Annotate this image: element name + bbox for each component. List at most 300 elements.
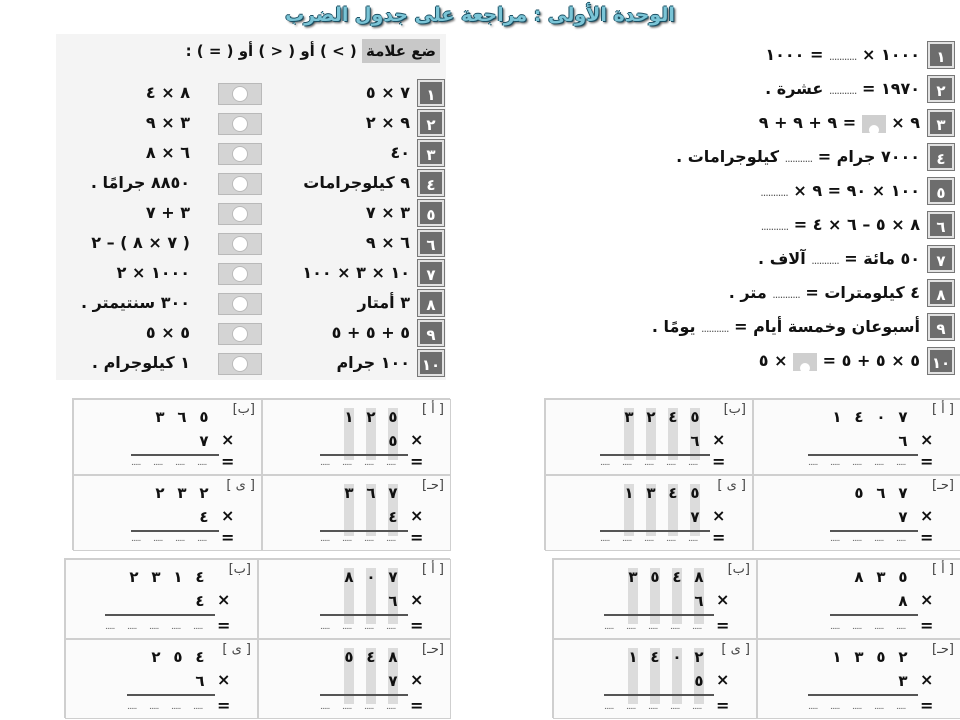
fill-in-prefix: ٥٠ مائة = bbox=[838, 249, 920, 268]
times-sign: × bbox=[716, 590, 730, 609]
problem-label: [حـ] bbox=[422, 642, 444, 657]
answer-blank[interactable]: ..... bbox=[852, 534, 862, 544]
equals-sign: = bbox=[712, 452, 726, 471]
fill-in-sentence bbox=[765, 40, 920, 72]
times-sign: × bbox=[217, 670, 231, 689]
multiplier-digit: ٤ bbox=[388, 508, 398, 526]
product-line bbox=[604, 614, 714, 616]
answer-blank[interactable]: ..... bbox=[342, 622, 352, 632]
question-number-badge: ٧ bbox=[418, 260, 444, 286]
fill-in-suffix: كيلوجرامات . bbox=[676, 147, 785, 166]
problem-label: [ب] bbox=[232, 402, 255, 417]
equals-sign: = bbox=[920, 616, 934, 635]
answer-blank[interactable]: ..... bbox=[600, 458, 610, 468]
question-number-badge: ٨ bbox=[418, 290, 444, 316]
answer-blank[interactable]: ..... bbox=[896, 622, 906, 632]
answer-blank[interactable]: ..... bbox=[670, 702, 680, 712]
compare-right-expression: ٥ × ٥ bbox=[145, 323, 190, 342]
answer-blank[interactable]: ..... bbox=[648, 622, 658, 632]
answer-blank[interactable]: ..... bbox=[626, 622, 636, 632]
answer-blank[interactable]: ..... bbox=[688, 534, 698, 544]
product-line bbox=[320, 530, 408, 532]
fill-in-blank[interactable]: ........... bbox=[772, 288, 800, 301]
multiplicand-digit: ٥ bbox=[199, 408, 209, 426]
answer-blank[interactable]: ..... bbox=[830, 534, 840, 544]
multiplicand-digit: ٠ bbox=[876, 408, 886, 426]
multiplicand-digit: ١ bbox=[344, 408, 354, 426]
answer-blank[interactable]: ..... bbox=[648, 702, 658, 712]
compare-answer-box[interactable] bbox=[218, 293, 262, 315]
fill-in-answer-box[interactable] bbox=[793, 353, 817, 371]
multiplicand-digit: ٣ bbox=[876, 568, 886, 586]
multiplicand-digit: ٢ bbox=[366, 408, 376, 426]
multiplication-grid bbox=[552, 558, 960, 718]
multiplication-grid bbox=[64, 558, 450, 718]
fill-in-prefix: ١٠٠٠ × bbox=[856, 45, 920, 64]
answer-blank[interactable]: ..... bbox=[153, 458, 163, 468]
fill-in-prefix: أسبوعان وخمسة أيام = bbox=[728, 317, 920, 336]
times-sign: × bbox=[712, 506, 726, 525]
multiplicand-digit: ٧ bbox=[898, 484, 908, 502]
fill-in-prefix: ٨ × ٥ – ٦ × ٤ = bbox=[788, 215, 920, 234]
fill-in-suffix: × ٥ bbox=[758, 351, 794, 370]
answer-circle-icon bbox=[232, 296, 248, 312]
multiplier-digit: ٣ bbox=[898, 672, 908, 690]
answer-blank[interactable]: ..... bbox=[874, 702, 884, 712]
answer-blank[interactable]: ..... bbox=[320, 534, 330, 544]
product-line bbox=[131, 454, 219, 456]
answer-blank[interactable]: ..... bbox=[193, 622, 203, 632]
problem-label: [ أ ] bbox=[421, 562, 444, 577]
equals-sign: = bbox=[716, 616, 730, 635]
product-line bbox=[830, 614, 918, 616]
equals-sign: = bbox=[410, 528, 424, 547]
answer-blank[interactable]: ..... bbox=[386, 622, 396, 632]
answer-circle-icon bbox=[232, 266, 248, 282]
compare-left-expression: ٧ × ٥ bbox=[365, 83, 410, 102]
answer-blank[interactable]: ..... bbox=[852, 458, 862, 468]
answer-circle-icon bbox=[232, 86, 248, 102]
multiplicand-digit: ٢ bbox=[155, 484, 165, 502]
answer-blank[interactable]: ..... bbox=[320, 702, 330, 712]
answer-blank[interactable]: ..... bbox=[364, 534, 374, 544]
answer-circle-icon bbox=[232, 146, 248, 162]
equals-sign: = bbox=[410, 696, 424, 715]
fill-in-blank[interactable]: ........... bbox=[760, 220, 789, 233]
answer-blank[interactable]: ..... bbox=[127, 702, 137, 712]
multiplicand-digit: ٦ bbox=[177, 408, 187, 426]
compare-instruction bbox=[184, 36, 444, 66]
fill-in-blank[interactable]: ........... bbox=[828, 84, 857, 97]
product-line bbox=[830, 530, 918, 532]
multiplicand-digit: ٥ bbox=[173, 648, 183, 666]
multiplicand-digit: ٠ bbox=[366, 568, 376, 586]
answer-blank[interactable]: ..... bbox=[896, 458, 906, 468]
answer-blank[interactable]: ..... bbox=[320, 458, 330, 468]
multiplicand-digit: ٥ bbox=[876, 648, 886, 666]
question-number-badge: ١ bbox=[418, 80, 444, 106]
fill-in-row bbox=[622, 142, 958, 172]
answer-blank[interactable]: ..... bbox=[149, 702, 159, 712]
equals-sign: = bbox=[221, 452, 235, 471]
multiplication-problem bbox=[753, 475, 960, 551]
fill-in-sentence bbox=[759, 346, 920, 376]
multiplier-digit: ٦ bbox=[195, 672, 205, 690]
answer-blank[interactable]: ..... bbox=[852, 702, 862, 712]
multiplication-problem bbox=[262, 475, 451, 551]
answer-blank[interactable]: ..... bbox=[171, 702, 181, 712]
multiplicand-digit: ٦ bbox=[366, 484, 376, 502]
multiplier-digit: ٥ bbox=[694, 672, 704, 690]
problem-label: [ب] bbox=[723, 402, 746, 417]
answer-blank[interactable]: ..... bbox=[386, 702, 396, 712]
answer-blank[interactable]: ..... bbox=[626, 702, 636, 712]
answer-blank[interactable]: ..... bbox=[197, 534, 207, 544]
multiplication-problem bbox=[73, 475, 262, 551]
multiplicand-digit: ٢ bbox=[694, 648, 704, 666]
multiplicand-digit: ٧ bbox=[898, 408, 908, 426]
question-number-badge: ٦ bbox=[418, 230, 444, 256]
question-number-badge: ٩ bbox=[928, 314, 954, 340]
multiplicand-digit: ١ bbox=[624, 484, 634, 502]
fill-in-suffix: = ١٠٠٠ bbox=[765, 45, 829, 64]
compare-instruction-prefix: ضع علامة bbox=[362, 39, 440, 63]
fill-panel bbox=[622, 40, 958, 384]
answer-circle-icon bbox=[869, 125, 879, 135]
compare-row bbox=[56, 108, 446, 138]
compare-answer-box[interactable] bbox=[218, 233, 262, 255]
product-line bbox=[320, 614, 408, 616]
answer-blank[interactable]: ..... bbox=[600, 534, 610, 544]
equals-sign: = bbox=[716, 696, 730, 715]
compare-row bbox=[56, 168, 446, 198]
problem-label: [ب] bbox=[228, 562, 251, 577]
answer-blank[interactable]: ..... bbox=[874, 534, 884, 544]
times-sign: × bbox=[410, 670, 424, 689]
answer-blank[interactable]: ..... bbox=[175, 458, 185, 468]
compare-left-expression: ٣ أمتار bbox=[357, 293, 410, 312]
answer-blank[interactable]: ..... bbox=[171, 622, 181, 632]
answer-blank[interactable]: ..... bbox=[852, 622, 862, 632]
multiplier-digit: ٦ bbox=[690, 432, 700, 450]
compare-right-expression: ١٠٠٠ × ٢ bbox=[116, 263, 190, 282]
problem-label: [ ى ] bbox=[226, 478, 255, 493]
answer-blank[interactable]: ..... bbox=[364, 702, 374, 712]
fill-in-row bbox=[622, 312, 958, 342]
fill-in-blank[interactable]: ........... bbox=[701, 322, 729, 335]
multiplicand-digit: ٤ bbox=[195, 568, 205, 586]
answer-circle-icon bbox=[232, 176, 248, 192]
multiplicand-digit: ٣ bbox=[344, 484, 354, 502]
answer-blank[interactable]: ..... bbox=[830, 458, 840, 468]
equals-sign: = bbox=[410, 616, 424, 635]
multiplier-digit: ٦ bbox=[388, 592, 398, 610]
answer-blank[interactable]: ..... bbox=[342, 702, 352, 712]
compare-left-expression: ٤٠ bbox=[390, 143, 410, 162]
answer-blank[interactable]: ..... bbox=[896, 534, 906, 544]
fill-in-sentence bbox=[652, 312, 920, 344]
fill-in-row bbox=[622, 40, 958, 70]
fill-in-row bbox=[622, 210, 958, 240]
problem-label: [ ى ] bbox=[222, 642, 251, 657]
fill-in-row bbox=[622, 244, 958, 274]
answer-circle-icon bbox=[232, 236, 248, 252]
answer-blank[interactable]: ..... bbox=[622, 534, 632, 544]
answer-blank[interactable]: ..... bbox=[808, 702, 818, 712]
multiplication-problem bbox=[73, 399, 262, 475]
multiplication-problem bbox=[553, 559, 757, 639]
compare-answer-box[interactable] bbox=[218, 323, 262, 345]
fill-in-row bbox=[622, 108, 958, 138]
answer-circle-icon bbox=[232, 206, 248, 222]
problem-label: [حـ] bbox=[932, 478, 954, 493]
product-line bbox=[320, 454, 408, 456]
multiplicand-digit: ٥ bbox=[854, 484, 864, 502]
times-sign: × bbox=[217, 590, 231, 609]
multiplicand-digit: ٣ bbox=[646, 484, 656, 502]
compare-instruction-symbols: ( > ) أو ( < ) أو ( = ) : bbox=[185, 42, 357, 60]
multiplicand-digit: ٣ bbox=[151, 568, 161, 586]
multiplication-problem bbox=[545, 475, 753, 551]
multiplicand-digit: ٤ bbox=[668, 408, 678, 426]
compare-left-expression: ٣ × ٧ bbox=[365, 203, 410, 222]
compare-row bbox=[56, 258, 446, 288]
multiplicand-digit: ٨ bbox=[344, 568, 354, 586]
fill-in-answer-box[interactable] bbox=[862, 115, 886, 133]
equals-sign: = bbox=[920, 528, 934, 547]
answer-blank[interactable]: ..... bbox=[670, 622, 680, 632]
compare-right-expression: ٣ × ٩ bbox=[145, 113, 190, 132]
fill-in-prefix: ٩ × bbox=[885, 113, 920, 132]
multiplicand-digit: ٤ bbox=[650, 648, 660, 666]
answer-blank[interactable]: ..... bbox=[830, 622, 840, 632]
multiplicand-digit: ٥ bbox=[690, 484, 700, 502]
multiplicand-digit: ٤ bbox=[668, 484, 678, 502]
page-title: الوحدة الأولى : مراجعة على جدول الضرب bbox=[285, 4, 675, 26]
answer-blank[interactable]: ..... bbox=[666, 534, 676, 544]
answer-blank[interactable]: ..... bbox=[364, 458, 374, 468]
question-number-badge: ١٠ bbox=[418, 350, 444, 376]
answer-blank[interactable]: ..... bbox=[175, 534, 185, 544]
multiplicand-digit: ٦ bbox=[876, 484, 886, 502]
answer-blank[interactable]: ..... bbox=[127, 622, 137, 632]
answer-blank[interactable]: ..... bbox=[149, 622, 159, 632]
answer-blank[interactable]: ..... bbox=[808, 458, 818, 468]
answer-blank[interactable]: ..... bbox=[105, 622, 115, 632]
compare-answer-box[interactable] bbox=[218, 263, 262, 285]
compare-answer-box[interactable] bbox=[218, 353, 262, 375]
compare-row bbox=[56, 318, 446, 348]
answer-blank[interactable]: ..... bbox=[320, 622, 330, 632]
answer-blank[interactable]: ..... bbox=[342, 534, 352, 544]
compare-answer-box[interactable] bbox=[218, 143, 262, 165]
problem-label: [ ى ] bbox=[721, 642, 750, 657]
answer-blank[interactable]: ..... bbox=[644, 534, 654, 544]
fill-in-blank[interactable]: ........... bbox=[760, 186, 788, 199]
product-line bbox=[105, 614, 215, 616]
multiplicand-digit: ٥ bbox=[898, 568, 908, 586]
answer-circle-icon bbox=[800, 363, 810, 373]
fill-in-blank[interactable]: ........... bbox=[828, 50, 857, 63]
fill-in-row bbox=[622, 74, 958, 104]
compare-row bbox=[56, 198, 446, 228]
multiplicand-digit: ٧ bbox=[388, 484, 398, 502]
multiplication-problem bbox=[65, 639, 258, 719]
times-sign: × bbox=[410, 506, 424, 525]
answer-blank[interactable]: ..... bbox=[604, 622, 614, 632]
answer-blank[interactable]: ..... bbox=[666, 458, 676, 468]
times-sign: × bbox=[410, 430, 424, 449]
product-line bbox=[604, 694, 714, 696]
question-number-badge: ٤ bbox=[928, 144, 954, 170]
multiplication-problem bbox=[262, 399, 451, 475]
question-number-badge: ١ bbox=[928, 42, 954, 68]
fill-in-sentence bbox=[758, 244, 920, 276]
compare-answer-box[interactable] bbox=[218, 113, 262, 135]
times-sign: × bbox=[712, 430, 726, 449]
multiplicand-digit: ٢ bbox=[129, 568, 139, 586]
answer-blank[interactable]: ..... bbox=[644, 458, 654, 468]
answer-blank[interactable]: ..... bbox=[342, 458, 352, 468]
fill-in-prefix: ٤ كيلومترات = bbox=[799, 283, 920, 302]
question-number-badge: ٣ bbox=[418, 140, 444, 166]
problem-label: [حـ] bbox=[422, 478, 444, 493]
multiplicand-digit: ٢ bbox=[151, 648, 161, 666]
compare-row bbox=[56, 288, 446, 318]
problem-label: [ أ ] bbox=[931, 562, 954, 577]
compare-answer-box[interactable] bbox=[218, 173, 262, 195]
multiplicand-digit: ٤ bbox=[854, 408, 864, 426]
answer-blank[interactable]: ..... bbox=[692, 622, 702, 632]
multiplicand-digit: ٤ bbox=[195, 648, 205, 666]
equals-sign: = bbox=[712, 528, 726, 547]
answer-blank[interactable]: ..... bbox=[604, 702, 614, 712]
answer-blank[interactable]: ..... bbox=[830, 702, 840, 712]
answer-blank[interactable]: ..... bbox=[153, 534, 163, 544]
times-sign: × bbox=[410, 590, 424, 609]
fill-in-sentence bbox=[676, 142, 920, 174]
multiplication-problem bbox=[757, 559, 960, 639]
answer-blank[interactable]: ..... bbox=[131, 534, 141, 544]
equals-sign: = bbox=[217, 616, 231, 635]
multiplier-digit: ٤ bbox=[195, 592, 205, 610]
compare-answer-box[interactable] bbox=[218, 203, 262, 225]
answer-blank[interactable]: ..... bbox=[688, 458, 698, 468]
product-line bbox=[808, 694, 918, 696]
fill-in-blank[interactable]: ........... bbox=[784, 152, 813, 165]
answer-blank[interactable]: ..... bbox=[364, 622, 374, 632]
answer-blank[interactable]: ..... bbox=[386, 458, 396, 468]
answer-blank[interactable]: ..... bbox=[386, 534, 396, 544]
equals-sign: = bbox=[221, 528, 235, 547]
product-line bbox=[131, 530, 219, 532]
answer-blank[interactable]: ..... bbox=[622, 458, 632, 468]
fill-in-row bbox=[622, 278, 958, 308]
equals-sign: = bbox=[217, 696, 231, 715]
product-line bbox=[320, 694, 408, 696]
fill-in-sentence bbox=[761, 210, 920, 242]
multiplicand-digit: ٥ bbox=[690, 408, 700, 426]
problem-label: [حـ] bbox=[932, 642, 954, 657]
product-line bbox=[600, 530, 710, 532]
fill-in-sentence bbox=[729, 278, 920, 310]
answer-blank[interactable]: ..... bbox=[896, 702, 906, 712]
fill-in-suffix: آلاف . bbox=[758, 249, 812, 268]
answer-blank[interactable]: ..... bbox=[197, 458, 207, 468]
multiplicand-digit: ٣ bbox=[624, 408, 634, 426]
fill-in-sentence bbox=[759, 108, 920, 138]
compare-left-expression: ٥ + ٥ + ٥ bbox=[331, 323, 410, 342]
question-number-badge: ١٠ bbox=[928, 348, 954, 374]
fill-in-suffix: = ٩ + ٩ + ٩ bbox=[758, 113, 862, 132]
multiplier-digit: ٧ bbox=[690, 508, 700, 526]
multiplicand-digit: ٥ bbox=[344, 648, 354, 666]
fill-in-prefix: ٥ × ٥ + ٥ = bbox=[817, 351, 920, 370]
times-sign: × bbox=[920, 430, 934, 449]
answer-blank[interactable]: ..... bbox=[692, 702, 702, 712]
compare-answer-box[interactable] bbox=[218, 83, 262, 105]
multiplicand-digit: ٥ bbox=[388, 408, 398, 426]
multiplicand-digit: ٨ bbox=[854, 568, 864, 586]
multiplicand-digit: ١ bbox=[832, 408, 842, 426]
multiplicand-digit: ٧ bbox=[388, 568, 398, 586]
compare-right-expression: ٣٠٠ سنتيمتر . bbox=[80, 293, 190, 312]
times-sign: × bbox=[221, 506, 235, 525]
equals-sign: = bbox=[920, 452, 934, 471]
multiplicand-digit: ٣ bbox=[155, 408, 165, 426]
fill-in-row bbox=[622, 346, 958, 376]
question-number-badge: ٧ bbox=[928, 246, 954, 272]
multiplier-digit: ٤ bbox=[199, 508, 209, 526]
answer-blank[interactable]: ..... bbox=[131, 458, 141, 468]
multiplier-digit: ٦ bbox=[694, 592, 704, 610]
product-line bbox=[808, 454, 918, 456]
compare-left-expression: ٩ كيلوجرامات bbox=[303, 173, 410, 192]
compare-row bbox=[56, 78, 446, 108]
question-number-badge: ٩ bbox=[418, 320, 444, 346]
answer-blank[interactable]: ..... bbox=[874, 622, 884, 632]
multiplicand-digit: ٨ bbox=[388, 648, 398, 666]
fill-in-suffix: متر . bbox=[728, 283, 773, 302]
question-number-badge: ٣ bbox=[928, 110, 954, 136]
multiplier-digit: ٨ bbox=[898, 592, 908, 610]
answer-blank[interactable]: ..... bbox=[193, 702, 203, 712]
multiplicand-digit: ٢ bbox=[199, 484, 209, 502]
compare-right-expression: ٨٨٥٠ جرامًا . bbox=[90, 173, 190, 192]
multiplication-problem bbox=[65, 559, 258, 639]
multiplier-digit: ٧ bbox=[388, 672, 398, 690]
compare-left-expression: ١٠٠ جرام bbox=[336, 353, 410, 372]
equals-sign: = bbox=[920, 696, 934, 715]
fill-in-prefix: ٧٠٠٠ جرام = bbox=[812, 147, 920, 166]
question-number-badge: ٦ bbox=[928, 212, 954, 238]
answer-blank[interactable]: ..... bbox=[874, 458, 884, 468]
multiplicand-digit: ٨ bbox=[694, 568, 704, 586]
compare-row bbox=[56, 228, 446, 258]
multiplication-grid bbox=[72, 398, 450, 550]
fill-in-row bbox=[622, 176, 958, 206]
answer-circle-icon bbox=[232, 326, 248, 342]
fill-in-blank[interactable]: ........... bbox=[811, 254, 839, 267]
times-sign: × bbox=[716, 670, 730, 689]
product-line bbox=[127, 694, 215, 696]
compare-panel bbox=[56, 34, 446, 380]
times-sign: × bbox=[920, 590, 934, 609]
compare-left-expression: ١٠ × ٣ × ١٠٠ bbox=[302, 263, 410, 282]
problem-label: [ ى ] bbox=[717, 478, 746, 493]
multiplicand-digit: ٣ bbox=[177, 484, 187, 502]
question-number-badge: ٤ bbox=[418, 170, 444, 196]
